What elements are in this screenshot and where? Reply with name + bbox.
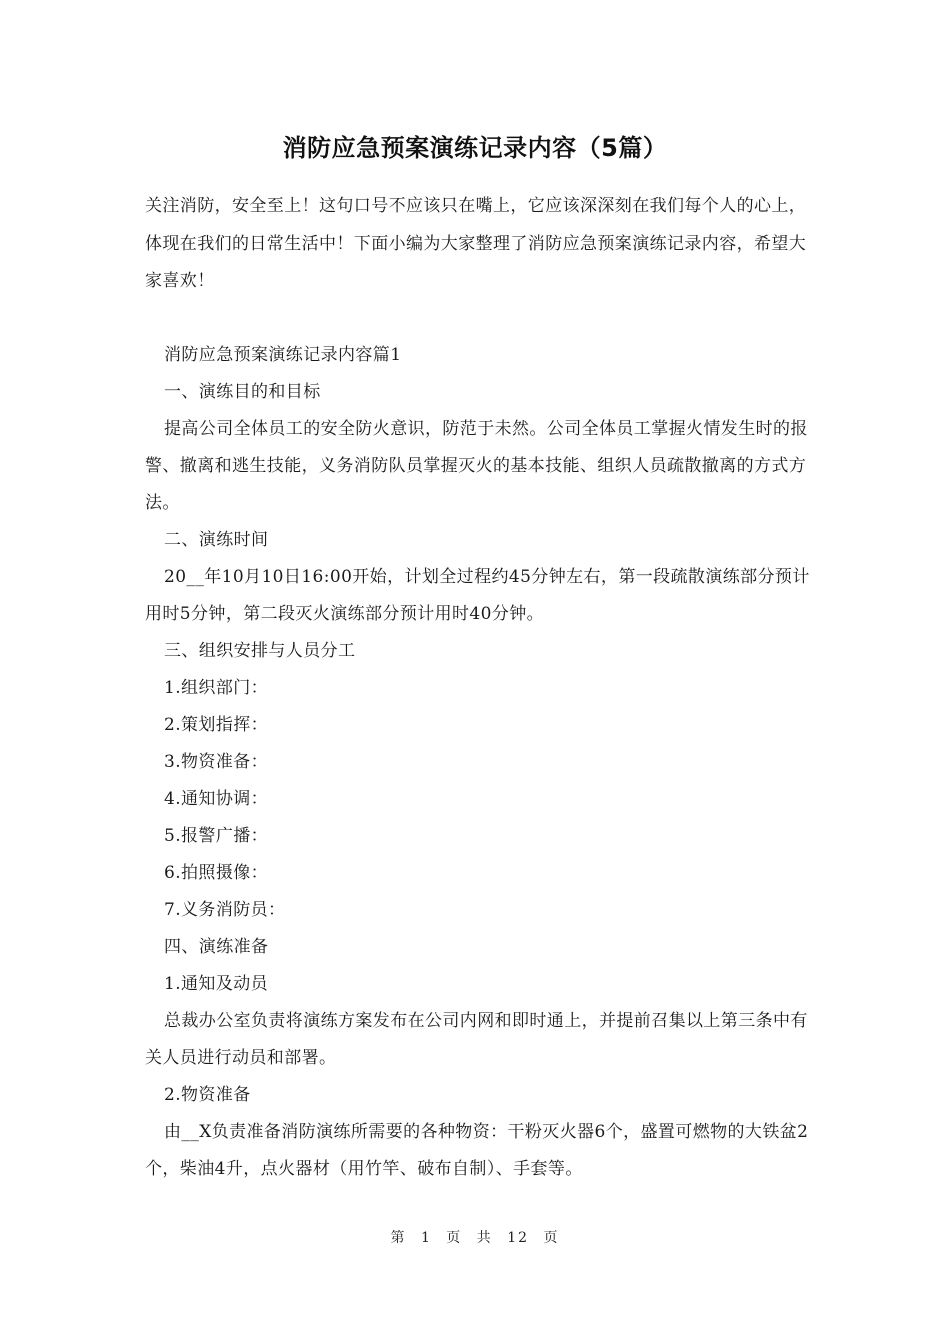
list-item: 1.组织部门：: [164, 678, 269, 698]
body-paragraph: 20__年10月10日16:00开始，计划全过程约45分钟左右，第一段疏散演练部分预计用时5分钟，第二段灭火演练部分预计用时40分钟。: [145, 567, 810, 624]
body-paragraph: 提高公司全体员工的安全防火意识，防范于未然。公司全体员工掌握火情发生时的报警、撤离和逃生技能，义务消防队员掌握灭火的基本技能、组织人员疏散撤离的方式方法。: [145, 419, 808, 513]
list-item: 1.通知及动员: [164, 974, 269, 994]
list-item: 2.物资准备: [164, 1085, 251, 1105]
list-item: 5.报警广播：: [164, 826, 269, 846]
list-item: 6.拍照摄像：: [164, 863, 269, 883]
section-heading: 三、组织安排与人员分工: [164, 641, 356, 661]
section-heading: 四、演练准备: [164, 937, 269, 957]
body-paragraph: 总裁办公室负责将演练方案发布在公司内网和即时通上，并提前召集以上第三条中有关人员进行动员和部署。: [145, 1011, 808, 1068]
list-item: 4.通知协调：: [164, 789, 269, 809]
body-paragraph: 由__X负责准备消防演练所需要的各种物资：干粉灭火器6个，盛置可燃物的大铁盆2个，柴油4升，点火器材（用竹竿、破布自制）、手套等。: [145, 1122, 809, 1179]
document-title: 消防应急预案演练记录内容（5篇）: [282, 134, 668, 162]
intro-paragraph: 关注消防，安全至上！这句口号不应该只在嘴上，它应该深深刻在我们每个人的心上，体现在我们的日常生活中！下面小编为大家整理了消防应急预案演练记录内容，希望大家喜欢！: [145, 196, 807, 291]
section-heading: 一、演练目的和目标: [164, 382, 321, 402]
page-number-footer: 第 1 页 共 12 页: [390, 1230, 560, 1246]
document-body: [145, 337, 810, 1188]
section-heading: 二、演练时间: [164, 530, 269, 550]
list-item: 2.策划指挥：: [164, 715, 269, 735]
section-heading: 消防应急预案演练记录内容篇1: [164, 345, 402, 365]
list-item: 3.物资准备：: [164, 752, 269, 772]
list-item: 7.义务消防员：: [164, 900, 286, 920]
